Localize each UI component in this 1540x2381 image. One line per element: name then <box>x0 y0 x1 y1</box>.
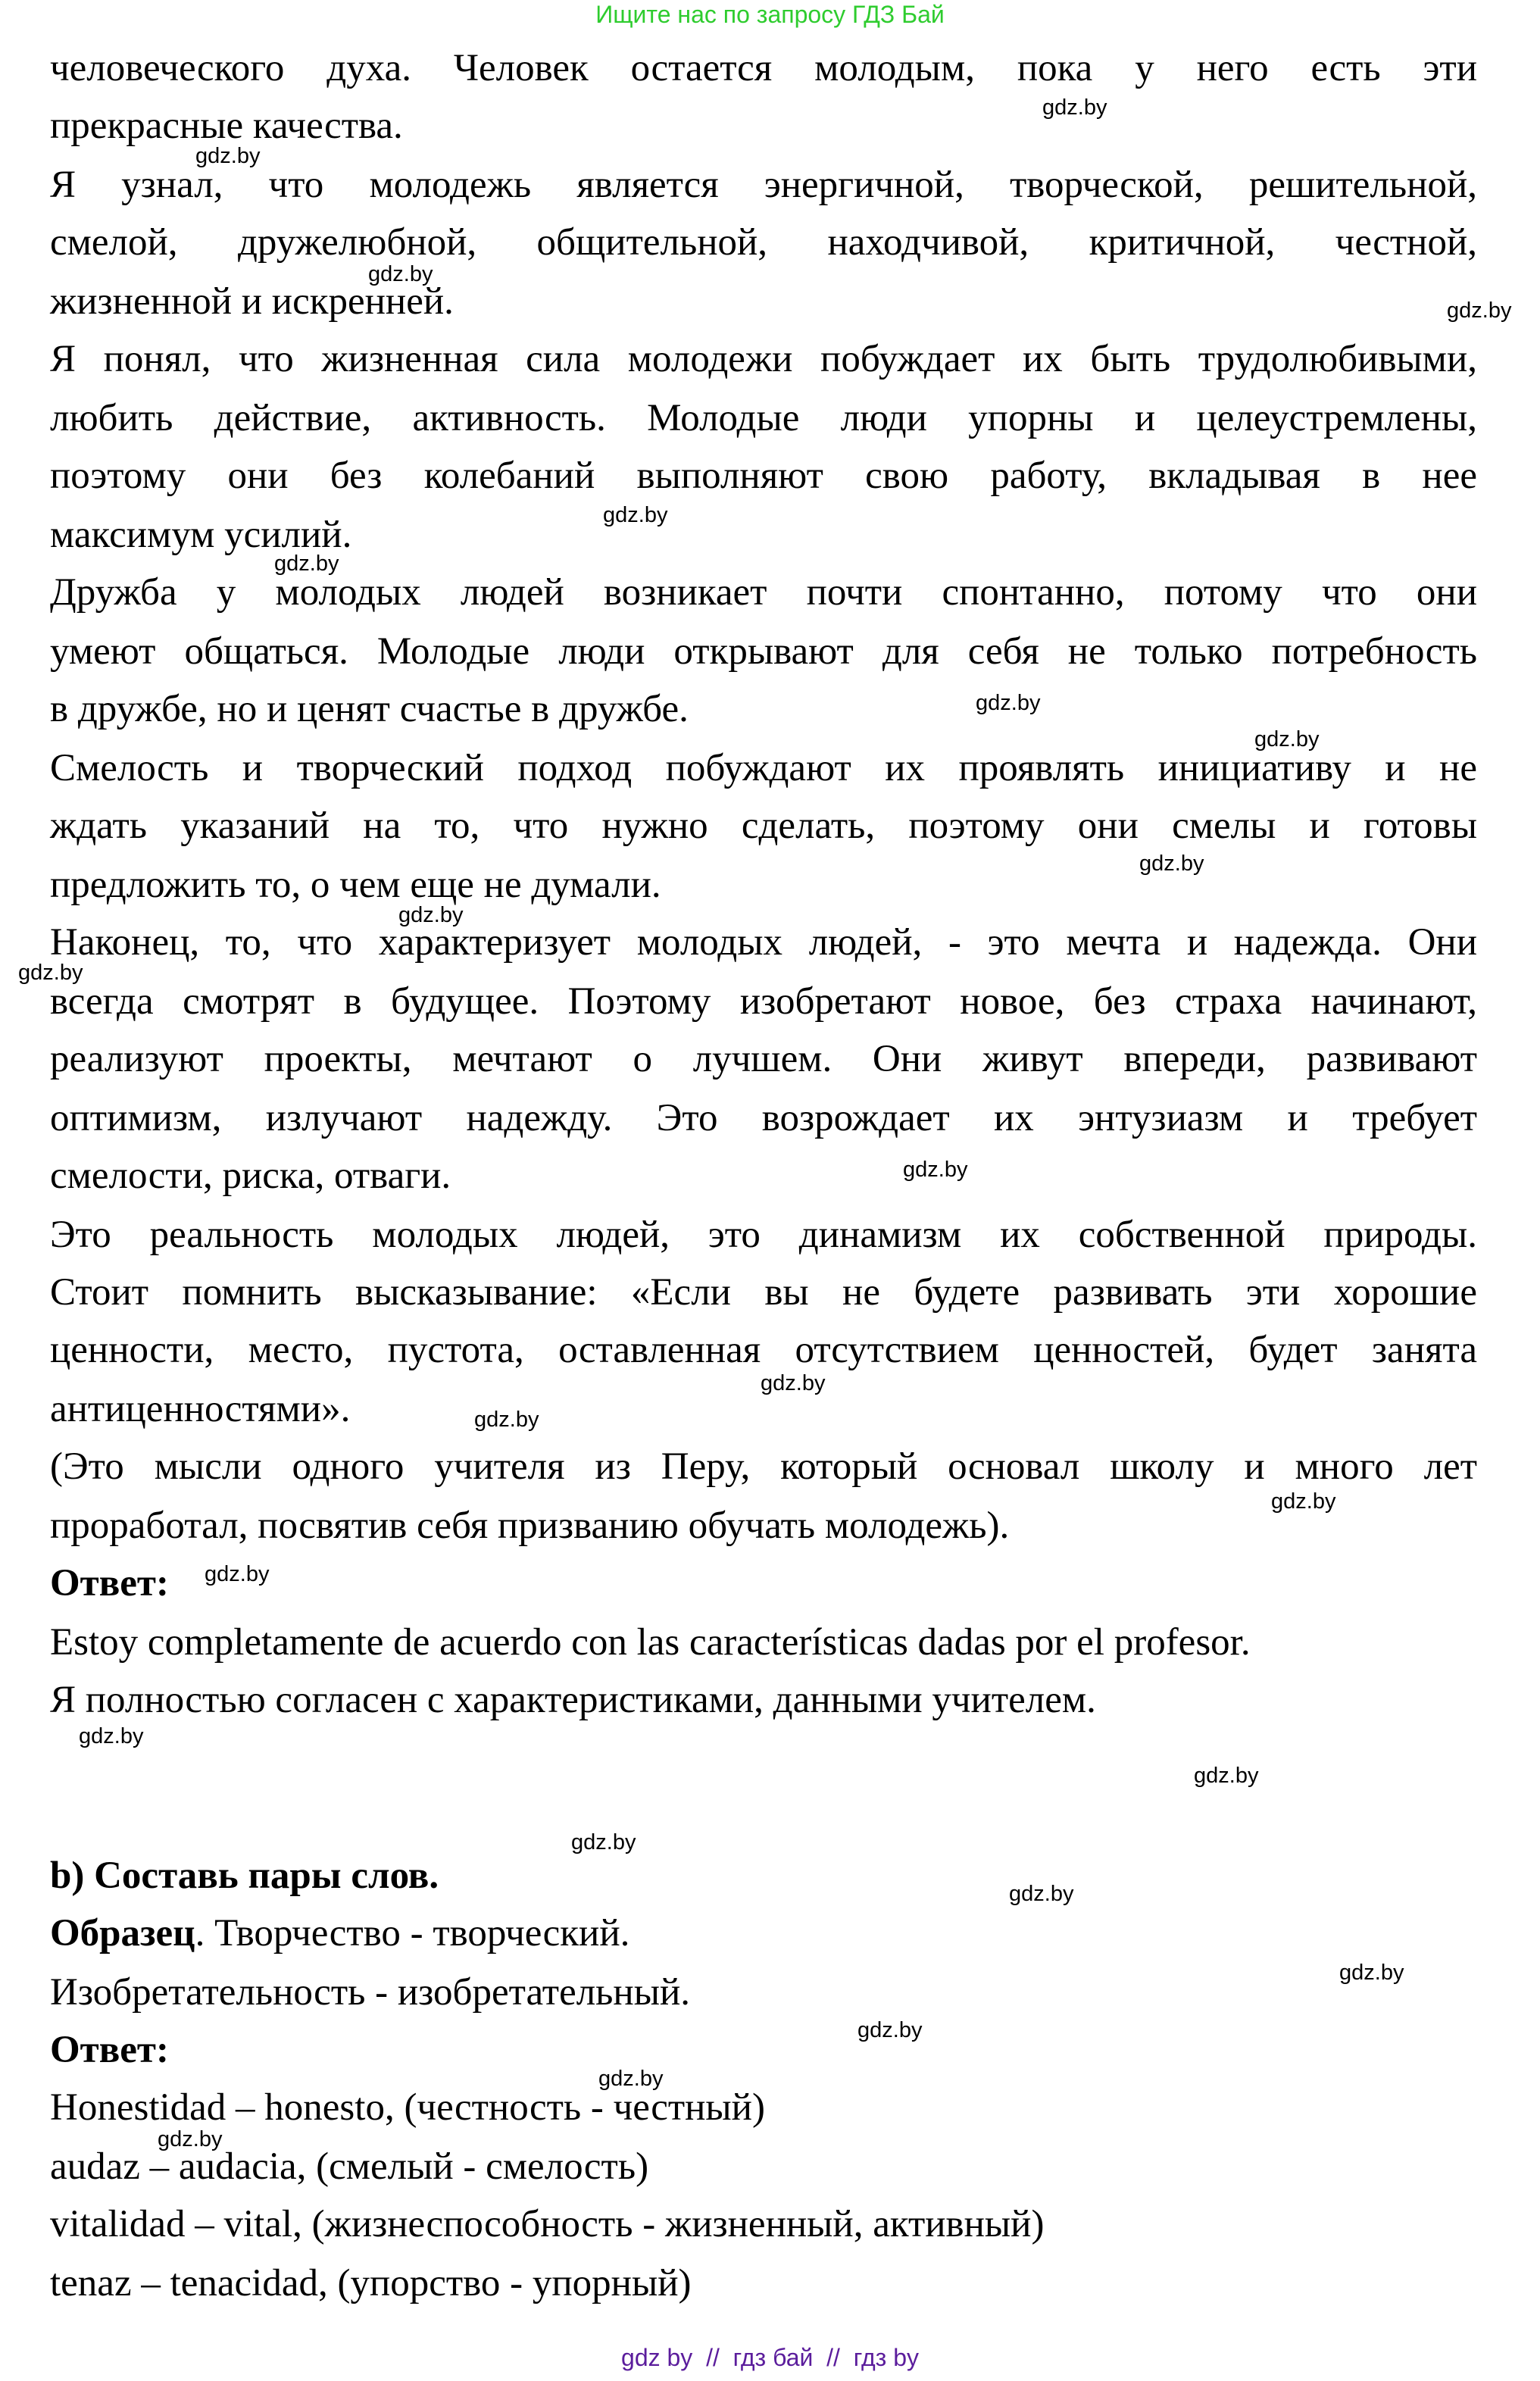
text-line <box>50 2195 1477 2254</box>
text-line <box>50 97 1477 155</box>
watermark: gdz.by <box>474 1408 539 1432</box>
watermark: gdz.by <box>571 1830 636 1854</box>
bold-label: Ответ: <box>50 2029 169 2071</box>
line-text: антиценностями». <box>50 1388 351 1430</box>
watermark: gdz.by <box>158 2127 223 2151</box>
line-text: Я узнал, что молодежь является энергичной, творческой, решительной, <box>50 164 1477 206</box>
text-line <box>50 1671 1477 1730</box>
text-line <box>50 447 1477 505</box>
text-line <box>50 1497 1477 1555</box>
line-text: прекрасные качества. <box>50 105 403 147</box>
text-line <box>50 1847 1477 1905</box>
watermark: gdz.by <box>1042 95 1107 120</box>
line-text: . Творчество - творческий. <box>195 1912 630 1954</box>
line-text: поэтому они без колебаний выполняют свою работу, вкладывая в нее <box>50 455 1477 497</box>
line-text: смелости, риска, отваги. <box>50 1155 451 1197</box>
line-text: жизненной и искренней. <box>50 280 454 323</box>
text-line <box>50 156 1477 214</box>
watermark: gdz.by <box>903 1158 968 1182</box>
watermark: gdz.by <box>1009 1882 1074 1906</box>
watermark: gdz.by <box>1139 851 1204 876</box>
line-text: любить действие, активность. Молодые люди упорны и целеустремлены, <box>50 397 1477 439</box>
watermark: gdz.by <box>1447 298 1512 323</box>
line-text: Стоит помнить высказывание: «Если вы не будете развивать эти хорошие <box>50 1271 1477 1314</box>
watermark: gdz.by <box>976 691 1041 715</box>
text-line <box>50 914 1477 972</box>
watermark: gdz.by <box>1271 1489 1336 1514</box>
watermark: gdz.by <box>18 961 83 985</box>
text-line <box>50 1614 1477 1672</box>
watermark: gdz.by <box>398 903 464 927</box>
watermark: gdz.by <box>761 1371 826 1395</box>
bold-label: Ответ: <box>50 1562 169 1605</box>
line-text: vitalidad – vital, (жизнеспособность - жизненный, активный) <box>50 2203 1045 2245</box>
text-line <box>50 623 1477 681</box>
line-text: всегда смотрят в будущее. Поэтому изобретают новое, без страха начинают, <box>50 980 1477 1023</box>
text-line <box>50 1030 1477 1089</box>
line-text: Estoy completamente de acuerdo con las características dadas por el profesor. <box>50 1621 1251 1664</box>
text-line <box>50 214 1477 272</box>
watermark: gdz.by <box>274 552 339 576</box>
text-line <box>50 389 1477 448</box>
text-line <box>50 564 1477 622</box>
watermark: gdz.by <box>1194 1764 1259 1788</box>
watermark: gdz.by <box>603 503 668 527</box>
text-line <box>50 1904 1477 1963</box>
line-text: смелой, дружелюбной, общительной, находчивой, критичной, честной, <box>50 221 1477 264</box>
line-text: Honestidad – honesto, (честность - честный) <box>50 2086 765 2129</box>
line-text: человеческого духа. Человек остается молодым, пока у него есть эти <box>50 47 1477 89</box>
line-text: Я понял, что жизненная сила молодежи побуждает их быть трудолюбивыми, <box>50 338 1477 380</box>
line-text: tenaz – tenacidad, (упорство - упорный) <box>50 2262 692 2304</box>
line-text: в дружбе, но и ценят счастье в дружбе. <box>50 688 689 730</box>
text-line <box>50 1147 1477 1205</box>
bold-label: b) Составь пары слов. <box>50 1854 439 1897</box>
text-line <box>50 2254 1477 2313</box>
line-text: Смелость и творческий подход побуждают их проявлять инициативу и не <box>50 747 1477 789</box>
line-text: ждать указаний на то, что нужно сделать, поэтому они смелы и готовы <box>50 805 1477 847</box>
text-line <box>50 1438 1477 1496</box>
text-line <box>50 2079 1477 2137</box>
watermark: gdz.by <box>1254 727 1320 751</box>
text-line <box>50 1206 1477 1264</box>
line-text: audaz – audacia, (смелый - смелость) <box>50 2145 649 2188</box>
line-text: максимум усилий. <box>50 514 352 556</box>
line-text: Дружба у молодых людей возникает почти спонтанно, потому что они <box>50 571 1477 614</box>
line-text: Я полностью согласен с характеристиками, данными учителем. <box>50 1679 1096 1721</box>
text-line <box>50 1964 1477 2022</box>
watermark: gdz.by <box>205 1562 270 1586</box>
bold-label: Образец <box>50 1912 195 1954</box>
text-line <box>50 273 1477 331</box>
text-line <box>50 1264 1477 1322</box>
line-text: предложить то, о чем еще не думали. <box>50 864 661 906</box>
watermark: gdz.by <box>79 1724 144 1748</box>
line-text: реализуют проекты, мечтают о лучшем. Они живут впереди, развивают <box>50 1038 1477 1080</box>
text-line <box>50 797 1477 855</box>
text-line <box>50 856 1477 914</box>
text-line <box>50 330 1477 389</box>
watermark: gdz.by <box>1339 1961 1404 1985</box>
text-line <box>50 39 1477 98</box>
watermark: gdz.by <box>857 2018 923 2042</box>
text-line <box>50 973 1477 1031</box>
text-line <box>50 2138 1477 2196</box>
text-line <box>50 506 1477 564</box>
watermark: gdz.by <box>368 262 433 286</box>
line-text: умеют общаться. Молодые люди открывают для себя не только потребность <box>50 630 1477 673</box>
line-text: Наконец, то, что характеризует молодых людей, - это мечта и надежда. Они <box>50 921 1477 964</box>
watermark: gdz.by <box>598 2067 664 2091</box>
promo-header: Ищите нас по запросу ГДЗ Бай <box>595 1 945 28</box>
text-line <box>50 1089 1477 1148</box>
watermark: gdz.by <box>195 144 261 168</box>
promo-footer: gdz by // гдз бай // гдз by <box>621 2344 919 2371</box>
line-text: Изобретательность - изобретательный. <box>50 1971 691 2014</box>
line-text: проработал, посвятив себя призванию обучать молодежь). <box>50 1505 1010 1547</box>
line-text: Это реальность молодых людей, это динамизм их собственной природы. <box>50 1214 1477 1256</box>
text-line <box>50 2021 1477 2079</box>
line-text: (Это мысли одного учителя из Перу, который основал школу и много лет <box>50 1445 1477 1488</box>
line-text: оптимизм, излучают надежду. Это возрождает их энтузиазм и требует <box>50 1097 1477 1139</box>
line-text: ценности, место, пустота, оставленная отсутствием ценностей, будет занята <box>50 1329 1477 1371</box>
